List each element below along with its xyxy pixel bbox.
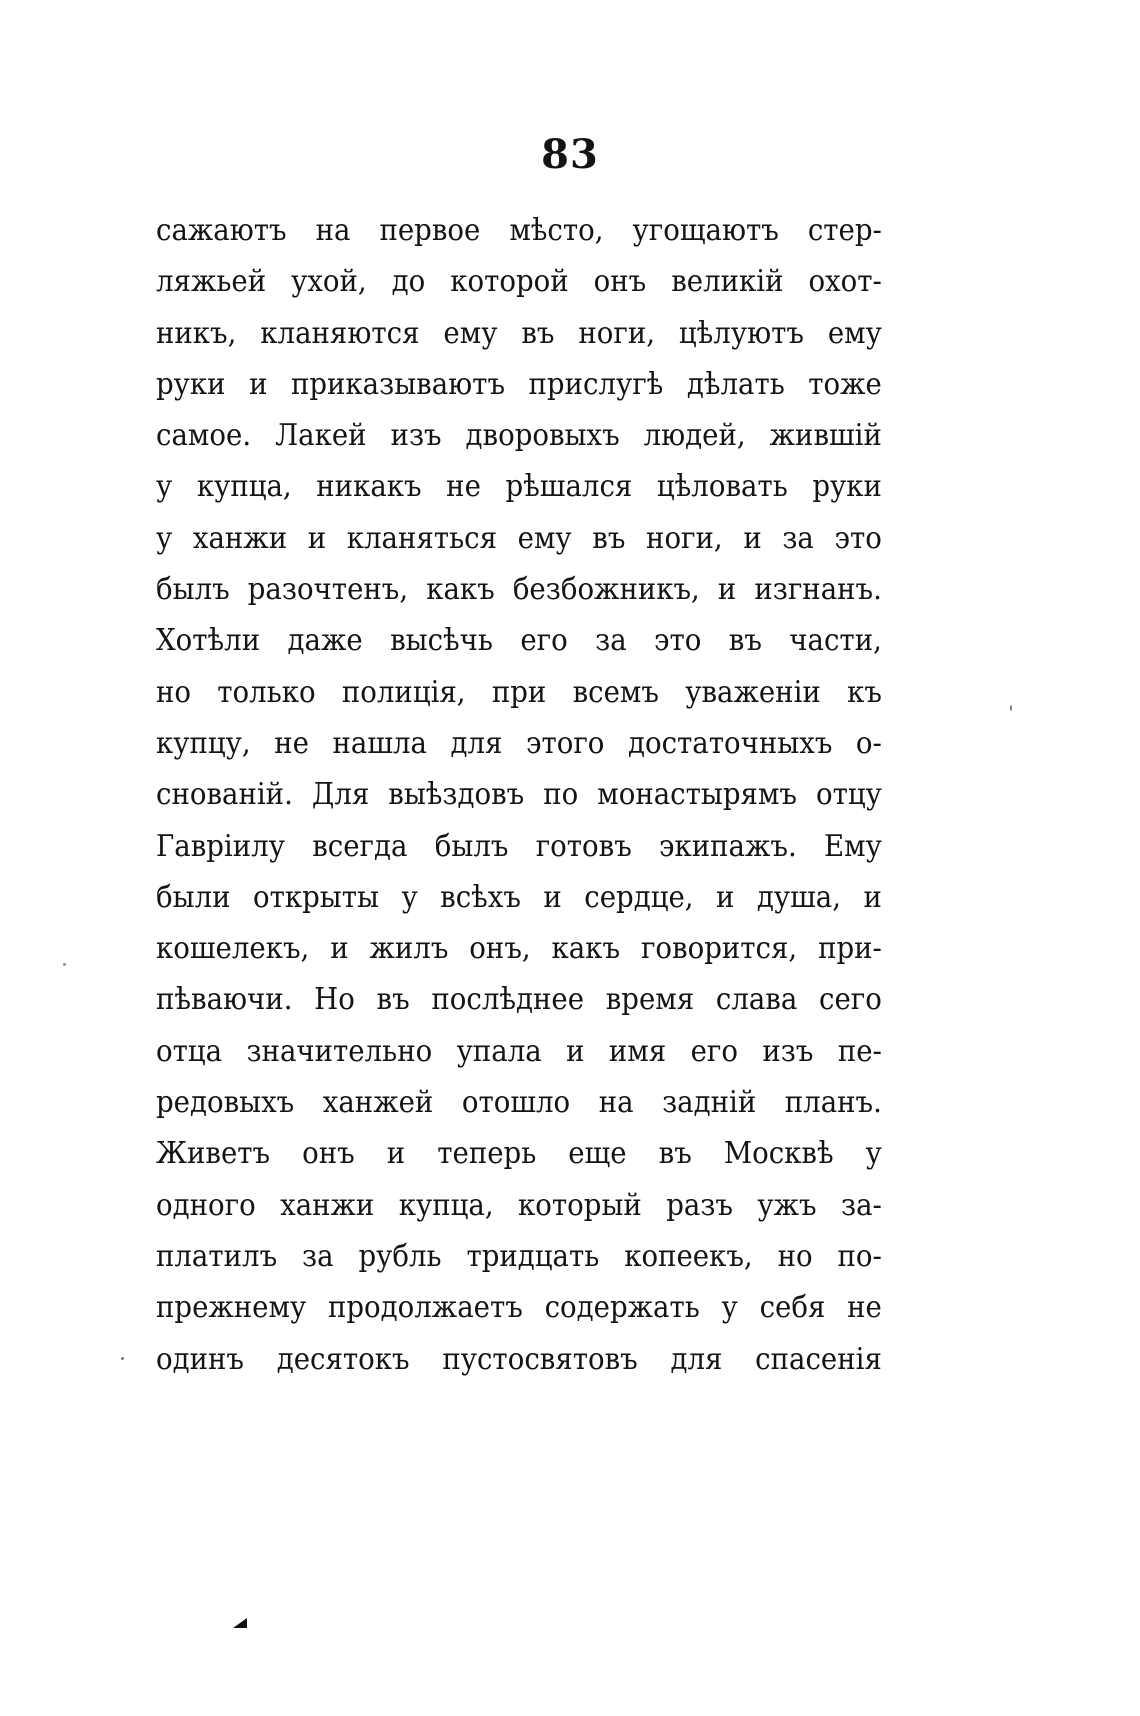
body-text — [156, 205, 882, 1385]
text-line: прежнему продолжаетъ содержать у себя не — [156, 1290, 882, 1326]
text-line: Живетъ онъ и теперь еще въ Москвѣ у — [156, 1136, 882, 1172]
text-line: руки и приказываютъ прислугѣ дѣлать тоже — [156, 366, 882, 402]
text-line: пѣваючи. Но въ послѣднее время слава сего — [156, 982, 882, 1018]
text-line: былъ разочтенъ, какъ безбожникъ, и изгнанъ. — [156, 572, 882, 608]
text-line: купцу, не нашла для этого достаточныхъ о- — [156, 725, 882, 761]
text-line: отца значительно упала и имя его изъ пе- — [156, 1033, 882, 1069]
text-line: были открыты у всѣхъ и сердце, и душа, и — [156, 879, 882, 915]
ink-smudge — [233, 1618, 247, 1628]
page-number: 83 — [541, 131, 599, 178]
speck-mark — [63, 963, 66, 966]
text-line: но только полиція, при всемъ уваженіи къ — [156, 674, 882, 710]
text-line: у ханжи и кланяться ему въ ноги, и за это — [156, 520, 882, 556]
speck-mark — [121, 1357, 124, 1360]
text-line: одинъ десятокъ пустосвятовъ для спасенія — [156, 1341, 882, 1377]
text-line: снованій. Для выѣздовъ по монастырямъ отцу — [156, 777, 882, 813]
speck-mark — [1010, 705, 1012, 711]
text-line: Хотѣли даже высѣчь его за это въ части, — [156, 623, 882, 659]
text-line: самое. Лакей изъ дворовыхъ людей, жившій — [156, 418, 882, 454]
text-line: кошелекъ, и жилъ онъ, какъ говорится, при- — [156, 931, 882, 967]
text-line: одного ханжи купца, который разъ ужъ за- — [156, 1187, 882, 1223]
text-line: редовыхъ ханжей отошло на задній планъ. — [156, 1085, 882, 1121]
text-line: сажаютъ на первое мѣсто, угощаютъ стер- — [156, 213, 882, 248]
text-line: платилъ за рубль тридцать копеекъ, но по- — [156, 1238, 882, 1274]
text-line: никъ, кланяются ему въ ноги, цѣлуютъ ему — [156, 315, 882, 351]
text-line: ляжьей ухой, до которой онъ великій охот- — [156, 264, 882, 300]
text-line: у купца, никакъ не рѣшался цѣловать руки — [156, 469, 882, 505]
text-line: Гавріилу всегда былъ готовъ экипажъ. Ему — [156, 828, 882, 864]
